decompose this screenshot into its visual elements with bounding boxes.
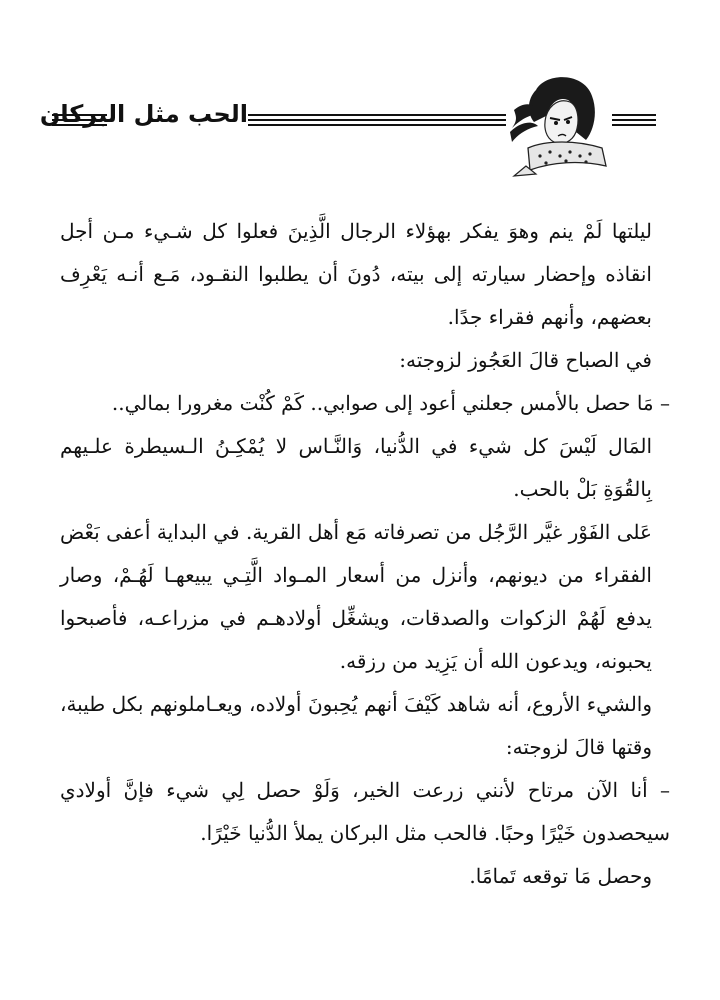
dialogue-line: – مَا حصل بالأمس جعلني أعود إلى صوابي.. كَمْ كُنْت مغرورا بمالي.. <box>111 391 670 415</box>
chapter-title: الحب مثل البركان <box>39 100 248 128</box>
closing-line: وحصل مَا توقعه تَمامًا. <box>469 864 652 888</box>
paragraph: ليلتها لَمْ ينم وهوَ يفكر بهؤلاء الرجال الَّذِينَ فعلوا كل شـيء مـن أجل انقاذه وإحضار سيارته إلى بيته، دُونَ أن يطلبوا النقـود، مَـع أنـه يَعْرِف بعضهم، وأنهم فقراء جدًا. <box>60 219 652 329</box>
paragraph: والشيء الأروع، أنه شاهد كَيْفَ أنهم يُحِبونَ أولاده، ويعـاملونهم بكل طيبة، وقتها قالَ لزوجته: <box>60 692 653 759</box>
girl-with-scarf-icon <box>506 70 612 178</box>
chapter-header <box>0 70 720 180</box>
dialogue-continuation: المَال لَيْسَ كل شيء في الدُّنيا، وَالنَّـاس لا يُمْكِـنُ الـسيطرة علـيهم بِالقُوَةِ بَلْ بالحب. <box>60 434 652 501</box>
header-rule-right <box>612 114 656 128</box>
header-rule-middle <box>248 114 506 128</box>
paragraph: في الصباح قالَ العَجُوز لزوجته: <box>399 348 652 372</box>
dialogue-line: – أنا الآن مرتاح لأنني زرعت الخير، وَلَوْ حصل لِي شيء فإنَّ أولادي سيحصدون خَيْرًا وحبًا. فالحب مثل البركان يملأ الدُّنيا خَيْرًا. <box>60 778 670 845</box>
story-body <box>60 210 670 898</box>
paragraph: عَلى الفَوْر غيَّر الرَّجُل من تصرفاته مَع أهل القرية. في البداية أعفى بَعْض الفقراء من ديونهم، وأنزل من أسعار المـواد الَّتِـي يبيعهـا لَهُـمْ، وصار يدفع لَهُمْ الزكوات والصدقات، ويشغِّل أولادهـم في مزراعـه، فأصبحوا يحبونه، ويدعون الله أن يَزِيد من رزقه. <box>60 520 652 673</box>
